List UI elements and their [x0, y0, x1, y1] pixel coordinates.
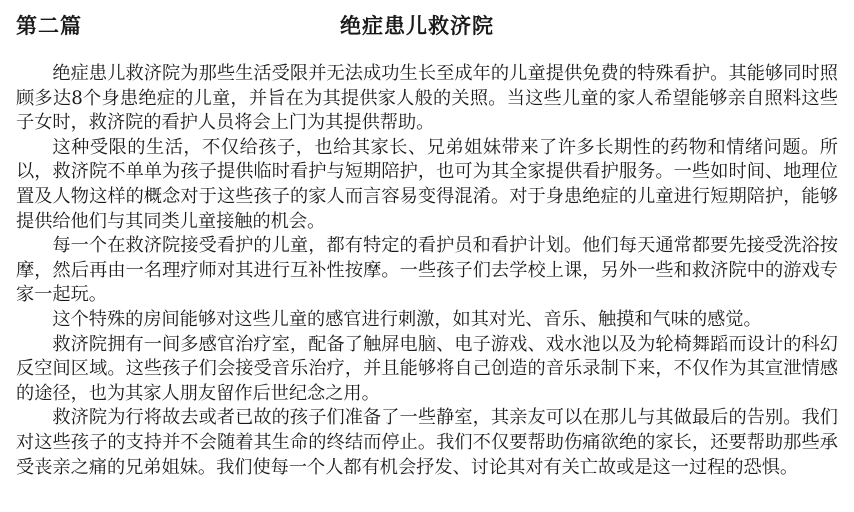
- page-header: [0, 4, 854, 44]
- section-label: 第二篇: [16, 14, 82, 38]
- paragraph-4: 这个特殊的房间能够对这些儿童的感官进行刺激，如其对光、音乐、触摸和气味的感觉。: [52, 308, 762, 330]
- paragraph-5: 救济院拥有一间多感官治疗室，配备了触屏电脑、电子游戏、戏水池以及为轮椅舞蹈而设计的科幻反空间区域。这些孩子们会接受音乐治疗，并且能够将自己创造的音乐录制下来，不仅作为其宣泄情感的途径，也为其家人朋友留作后世纪念之用。: [16, 333, 838, 404]
- article-body: [16, 62, 838, 480]
- paragraph-1: 绝症患儿救济院为那些生活受限并无法成功生长至成年的儿童提供免费的特殊看护。其能够同时照顾多达8个身患绝症的儿童，并旨在为其提供家人般的关照。当这些儿童的家人希望能够亲自照料这些子女时，救济院的看护人员将会上门为其提供帮助。: [16, 63, 838, 134]
- paragraph-3: 每一个在救济院接受看护的儿童，都有特定的看护员和看护计划。他们每天通常都要先接受洗浴按摩，然后再由一名理疗师对其进行互补性按摩。一些孩子们去学校上课，另外一些和救济院中的游戏专家一起玩。: [16, 235, 838, 306]
- paragraph-2: 这种受限的生活，不仅给孩子，也给其家长、兄弟姐妹带来了许多长期性的药物和情绪问题。所以，救济院不单单为孩子提供临时看护与短期陪护，也可为其全家提供看护服务。一些如时间、地理位置及人物这样的概念对于这些孩子的家人而言容易变得混淆。对于身患绝症的儿童进行短期陪护，能够提供给他们与其同类儿童接触的机会。: [16, 136, 838, 232]
- paragraph-6: 救济院为行将故去或者已故的孩子们准备了一些静室，其亲友可以在那儿与其做最后的告别。我们对这些孩子的支持并不会随着其生命的终结而停止。我们不仅要帮助伤痛欲绝的家长，还要帮助那些承受丧亲之痛的兄弟姐妹。我们使每一个人都有机会抒发、讨论其对有关亡故或是这一过程的恐惧。: [16, 407, 838, 478]
- page-title: 绝症患儿救济院: [340, 14, 494, 38]
